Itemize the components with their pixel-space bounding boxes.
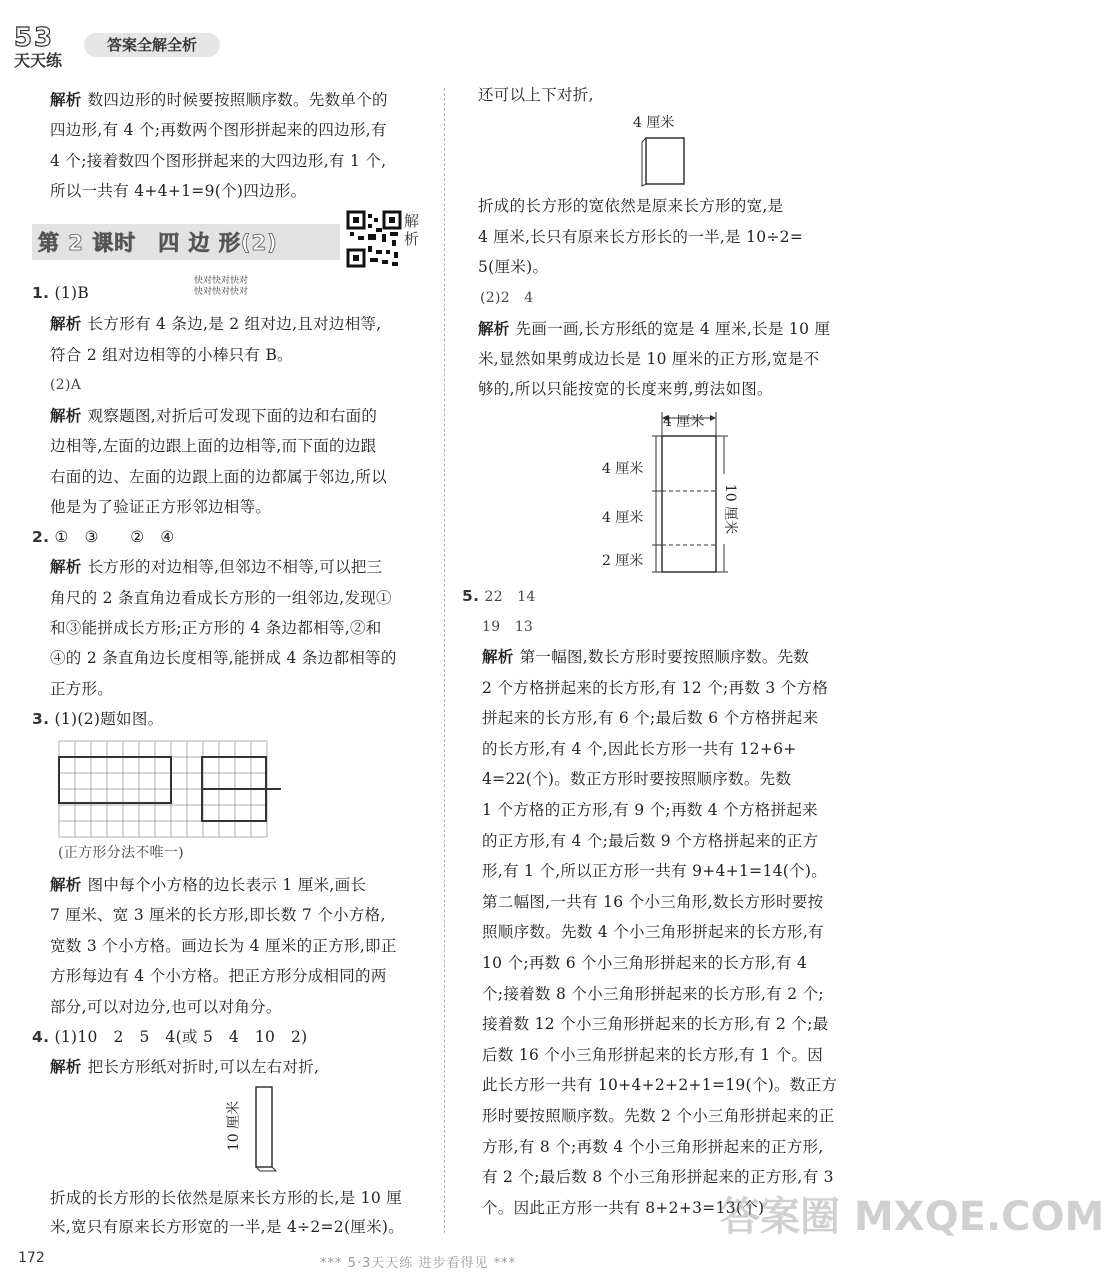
q1-para2-line-2: 边相等,左面的边跟上面的边相等,而下面的边跟 — [50, 437, 377, 455]
q3-line-1: 解析 图中每个小方格的边长表示 1 厘米,画长 — [50, 876, 367, 894]
right-p1-line-3: 5(厘米)。 — [478, 258, 549, 276]
q5-line-11: 10 个;再数 6 个小三角形拼起来的长方形,有 4 — [482, 954, 808, 972]
q2-line-5: 正方形。 — [50, 680, 114, 698]
right-p2-line-2: 米,显然如果剪成边长是 10 厘米的正方形,宽是不 — [478, 350, 820, 368]
intro-line-1: 解析 数四边形的时候要按照顺序数。先数单个的 — [50, 91, 388, 109]
svg-text:5: 5 — [14, 23, 33, 53]
right-p2-line-1: 解析 先画一画,长方形纸的宽是 4 厘米,长是 10 厘 — [478, 320, 831, 338]
q2-line-1: 解析 长方形的对边相等,但邻边不相等,可以把三 — [50, 558, 383, 576]
q3-note: (正方形分法不唯一) — [58, 845, 184, 861]
q3-answer: 3. (1)(2)题如图。 — [32, 710, 164, 728]
page-number: 172 — [18, 1250, 45, 1266]
q4-answer-b: (2)2 4 — [480, 290, 534, 306]
q5-line-7: 的正方形,有 4 个;最后数 9 个方格拼起来的正方 — [482, 831, 819, 850]
q5-line-8: 形,有 1 个,所以正方形一共有 9+4+1=14(个)。 — [482, 862, 828, 881]
q5-line-6: 1 个方格的正方形,有 9 个;再数 4 个方格拼起来 — [482, 801, 818, 819]
q5-line-12: 个;接着数 8 个小三角形拼起来的长方形,有 2 个; — [482, 984, 824, 1003]
intro-line-2: 四边形,有 4 个;再数两个图形拼起来的四边形,有 — [50, 121, 387, 139]
qr-side-label: 解析 — [404, 212, 420, 248]
q1-para1-line-1: 解析 长方形有 4 条边,是 2 组对边,且对边相等, — [50, 315, 382, 333]
q5-line-16: 形时要按照顺序数。先数 2 个小三角形拼起来的正 — [482, 1107, 835, 1125]
header-pill: 答案全解全析 — [84, 33, 220, 57]
right-top-line: 还可以上下对折, — [478, 86, 594, 104]
q5-line-5: 4=22(个)。数正方形时要按照顺序数。先数 — [482, 770, 792, 789]
cut-top-label: 4 厘米 — [663, 414, 705, 430]
q1-para2-line-4: 他是为了验证正方形邻边相等。 — [50, 498, 272, 516]
cut-left-label-2: 4 厘米 — [602, 510, 644, 526]
intro-line-4: 所以一共有 4+4+1=9(个)四边形。 — [50, 182, 307, 200]
q5-line-3: 拼起来的长方形,有 6 个;最后数 6 个方格拼起来 — [482, 709, 819, 728]
svg-text:3: 3 — [34, 23, 53, 53]
right-p1-line-1: 折成的长方形的宽依然是原来长方形的宽,是 — [478, 197, 784, 215]
q5-line-10: 照顺序数。先数 4 个小三角形拼起来的长方形,有 — [482, 923, 824, 942]
intro-line-3: 4 个;接着数四个图形拼起来的大四边形,有 1 个, — [50, 152, 387, 170]
brand-logo — [10, 16, 76, 72]
q5-line-17: 方形,有 8 个;再数 4 个小三角形拼起来的正方形, — [482, 1137, 824, 1156]
fold-figure-right — [640, 134, 690, 194]
q2-line-4: ④的 2 条直角边长度相等,能拼成 4 条边都相等的 — [50, 649, 397, 667]
lesson-title: 第 2 课时 四 边 形(2) — [38, 231, 278, 255]
footer-slogan: *** 5·3天天练 进步看得见 *** — [320, 1256, 517, 1271]
q5-line-15: 此长方形一共有 10+4+2+2+1=19(个)。数正方 — [482, 1076, 838, 1095]
svg-text:天天练: 天天练 — [14, 51, 63, 70]
q1-para1-line-2: 符合 2 组对边相等的小棒只有 B。 — [50, 346, 293, 364]
qr-code-icon[interactable] — [346, 210, 402, 268]
q5-answer-b: 19 13 — [482, 619, 534, 635]
q3-line-4: 方形每边有 4 个小方格。把正方形分成相同的两 — [50, 967, 387, 985]
qr-caption: 快对快对快对 快对快对快对 — [194, 276, 249, 297]
q5-line-13: 接着数 12 个小三角形拼起来的长方形,有 2 个;最 — [482, 1015, 829, 1034]
q5-line-9: 第二幅图,一共有 16 个小三角形,数长方形时要按 — [482, 892, 824, 911]
right-p2-line-3: 够的,所以只能按宽的长度来剪,剪法如图。 — [478, 380, 773, 398]
q3-line-5: 部分,可以对边分,也可以对角分。 — [50, 998, 282, 1016]
cut-left-label-1: 4 厘米 — [602, 461, 644, 477]
q2-answer: 2. ① ③ ② ④ — [32, 528, 175, 546]
fold-label-left: 10 厘米 — [226, 1100, 242, 1152]
q3-line-2: 7 厘米、宽 3 厘米的长方形,即长数 7 个小方格, — [50, 906, 386, 924]
q5-line-1: 解析 第一幅图,数长方形时要按照顺序数。先数 — [482, 648, 810, 666]
q5-line-2: 2 个方格拼起来的长方形,有 12 个;再数 3 个方格 — [482, 678, 829, 697]
cut-right-label: 10 厘米 — [721, 474, 741, 544]
q4-para2-line-1: 折成的长方形的长依然是原来长方形的长,是 10 厘 — [50, 1189, 403, 1207]
q2-line-2: 角尺的 2 条直角边看成长方形的一组邻边,发现① — [50, 589, 392, 607]
q1-answer-b: (2)A — [50, 377, 82, 393]
q4-para2-line-2: 米,宽只有原来长方形宽的一半,是 4÷2=2(厘米)。 — [50, 1218, 405, 1236]
q5-line-18: 有 2 个;最后数 8 个小三角形拼起来的正方形,有 3 — [482, 1168, 834, 1187]
q4-answer: 4. (1)10 2 5 4(或 5 4 10 2) — [32, 1028, 308, 1046]
q3-line-3: 宽数 3 个小方格。画边长为 4 厘米的正方形,即正 — [50, 937, 397, 955]
q1-answer: 1. (1)B — [32, 284, 90, 302]
grid-figure — [56, 736, 286, 840]
watermark: 答案圈 MXQE.COM — [720, 1194, 1104, 1240]
q5-line-19: 个。因此正方形一共有 8+2+3=13(个) — [482, 1198, 765, 1217]
column-divider — [444, 88, 445, 1233]
q1-para2-line-3: 右面的边、左面的边跟上面的边都属于邻边,所以 — [50, 468, 388, 486]
cut-left-label-3: 2 厘米 — [602, 553, 644, 569]
fold-label-right: 4 厘米 — [633, 115, 675, 131]
q5-answer-a: 5. 22 14 — [462, 587, 536, 605]
right-p1-line-2: 4 厘米,长只有原来长方形长的一半,是 10÷2= — [478, 228, 804, 246]
q4-line-1: 解析 把长方形纸对折时,可以左右对折, — [50, 1058, 320, 1076]
q1-para2-line-1: 解析 观察题图,对折后可发现下面的边和右面的 — [50, 407, 378, 425]
q2-line-3: 和③能拼成长方形;正方形的 4 条边都相等,②和 — [50, 619, 382, 637]
q5-line-4: 的长方形,有 4 个,因此长方形一共有 12+6+ — [482, 739, 797, 758]
q5-line-14: 后数 16 个小三角形拼起来的长方形,有 1 个。因 — [482, 1045, 824, 1064]
